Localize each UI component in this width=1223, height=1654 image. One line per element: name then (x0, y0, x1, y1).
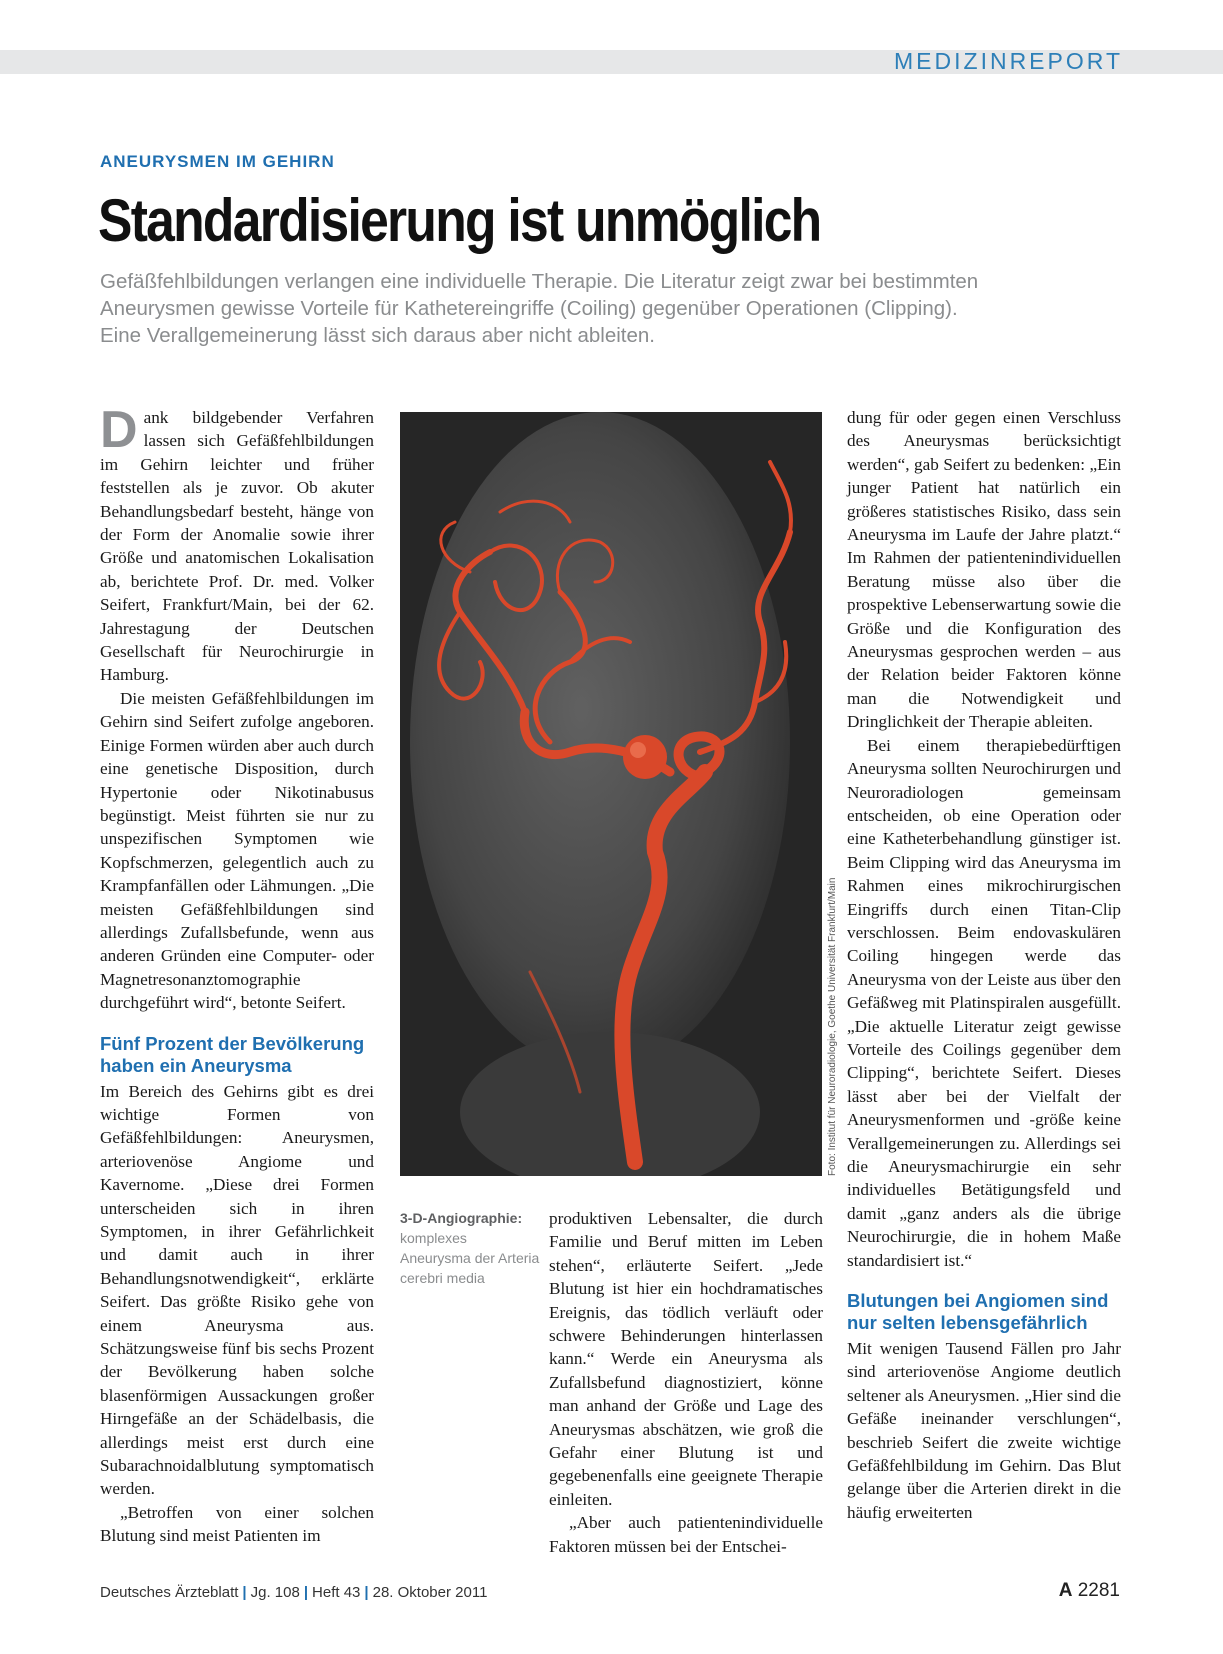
vessel-illustration (400, 412, 822, 1176)
figure-caption (400, 1208, 540, 1288)
subheading: Fünf Prozent der Bevölkerung haben ein Aneurysma (100, 1032, 365, 1076)
paragraph: dung für oder gegen einen Verschluss des Aneurysmas berücksichtigt werden“, gab Seifert zu bedenken: „Ein junger Patient hat natürlich ein größeres statistisches Risiko, dass sein Aneurysma im Laufe der Jahre platzt.“ Im Rahmen der patientenindividuellen Beratung müsse also über die prospektive Lebenserwartung sowie die Größe und die Konfiguration des Aneurysmas gesprochen werden – aus der Relation beider Faktoren könne man die Notwendigkeit und Dringlichkeit der Therapie ableiten. (847, 408, 1121, 732)
paragraph: produktiven Lebensalter, die durch Familie und Beruf mitten im Leben stehen“, erläuterte Seifert. „Jede Blutung ist hier ein hochdramatisches Ereignis, das tödlich verläuft oder schwere Behinderungen hinterlassen kann.“ Werde ein Aneurysma als Zufallsbefund diagnostiziert, könne man anhand der Größe und Lage des Aneurysmas abschätzen, wie groß die Gefahr einer Blutung ist und gegebenenfalls eine geeignete Therapie einleiten. (549, 1209, 823, 1509)
separator: | (303, 1584, 309, 1601)
separator: | (242, 1584, 247, 1601)
column-1 (100, 401, 374, 1548)
subheading: Blutungen bei Angiomen sind nur selten lebensgefährlich (847, 1290, 1109, 1334)
separator: | (364, 1584, 369, 1601)
page-number-value: 2281 (1077, 1580, 1120, 1601)
issue-date: 28. Oktober 2011 (372, 1584, 488, 1601)
issue: Heft 43 (312, 1584, 361, 1601)
paragraph: Im Bereich des Gehirns gibt es drei wichtige Formen von Gefäßfehlbildungen: Aneurysmen, arteriovenöse Angiome und Kavernome. „Diese drei Formen unterscheiden sich in ihren Symptomen, in ihrer Gefährlichkeit und damit auch in ihrer Behandlungsnotwendigkeit“, erklärte Seifert. Das größte Risiko gehe von einem Aneurysma aus. Schätzungsweise fünf bis sechs Prozent der Bevölkerung haben solche blasenförmigen Aussackungen großer Hirngefäße an der Schädelbasis, die allerdings meist erst durch eine Subarachnoidalblutung symptomatisch werden. (100, 1081, 374, 1499)
article-title: Standardisierung ist unmöglich (98, 187, 821, 254)
photo-credit: Foto: Institut für Neuroradiologie, Goethe Universität Frankfurt/Main (827, 877, 838, 1176)
column-2 (549, 1207, 823, 1558)
angiography-image (400, 412, 822, 1176)
caption-text: komplexes Aneurysma der Arteria cerebri media (400, 1230, 540, 1286)
drop-cap: D (100, 401, 138, 459)
paragraph: Die meisten Gefäßfehlbildungen im Gehirn sind Seifert zufolge angeboren. Einige Formen würden aber auch durch eine genetische Disposition, durch Hypertonie oder Nikotinabusus begünstigt. Meist führten sie nur zu unspezifischen Symptomen wie Kopfschmerzen, gelegentlich auch zu Krampfanfällen oder Lähmungen. „Die meisten Gefäßfehlbildungen sind allerdings Zufallsbefunde, wenn aus anderen Gründen eine Computer- oder Magnetresonanztomographie durchgeführt wird“, betonte Seifert. (100, 688, 374, 1013)
footer-citation (100, 1584, 487, 1601)
paragraph (100, 401, 374, 687)
article-kicker: ANEURYSMEN IM GEHIRN (100, 152, 335, 171)
paragraph-text: ank bildgebender Verfahren lassen sich Gefäßfehlbildungen im Gehirn leichter und früher feststellen als je zuvor. Ob akuter Behandlungsbedarf besteht, hänge von der Form der Anomalie sowie ihrer Größe und anatomischen Lokalisation ab, berichtete Prof. Dr. med. Volker Seifert, Frankfurt/Main, bei der 62. Jahrestagung der Deutschen Gesellschaft für Neurochirurgie in Hamburg. (100, 408, 374, 685)
paragraph: „Betroffen von einer solchen Blutung sind meist Patienten im (100, 1502, 374, 1546)
paragraph: „Aber auch patientenindividuelle Faktoren müssen bei der Entschei- (549, 1513, 823, 1556)
caption-title: 3-D-Angiographie: (400, 1210, 523, 1226)
column-3 (847, 406, 1121, 1524)
page-prefix: A (1058, 1580, 1073, 1601)
volume: Jg. 108 (250, 1584, 300, 1601)
journal-name: Deutsches Ärzteblatt (100, 1584, 239, 1601)
article-lead: Gefäßfehlbildungen verlangen eine individuelle Therapie. Die Literatur zeigt zwar bei bestimmten Aneurysmen gewisse Vorteile für Kathetereingriffe (Coiling) gegenüber Operationen (Clipping). Eine Verallgemeinerung lässt sich daraus aber nicht ableiten. (100, 270, 979, 347)
paragraph: Mit wenigen Tausend Fällen pro Jahr sind arteriovenöse Angiome deutlich seltener als Aneurysmen. „Hier sind die Gefäße ineinander verschlungen“, beschrieb Seifert die zweite wichtige Gefäßfehlbildung im Gehirn. Das Blut gelange über die Arterien direkt in die häufig erweiterten (847, 1339, 1121, 1522)
section-label: MEDIZINREPORT (894, 48, 1123, 74)
paragraph: Bei einem therapiebedürftigen Aneurysma sollten Neurochirurgen und Neuroradiologen gemeinsam entscheiden, ob eine Operation oder eine Katheterbehandlung günstiger ist. Beim Clipping wird das Aneurysma im Rahmen eines mikrochirurgischen Eingriffs durch einen Titan-Clip verschlossen. Beim endovaskulären Coiling hingegen werde das Aneurysma von der Leiste aus über den Gefäßweg mit Platinspiralen ausgefüllt. „Die aktuelle Literatur zeigt gewisse Vorteile des Coilings gegenüber dem Clipping“, berichtete Seifert. Dieses lässt aber bei der Vielfalt der Aneurysmenformen und -größe keine Verallgemeinerungen zu. Allerdings sei die Aneurysmachirurgie ein sehr individuelles Betätigungsfeld und damit „ganz anders als die übrige Neurochirurgie, die in hohem Maße standardisiert ist.“ (847, 735, 1121, 1270)
page-number (1059, 1580, 1120, 1602)
